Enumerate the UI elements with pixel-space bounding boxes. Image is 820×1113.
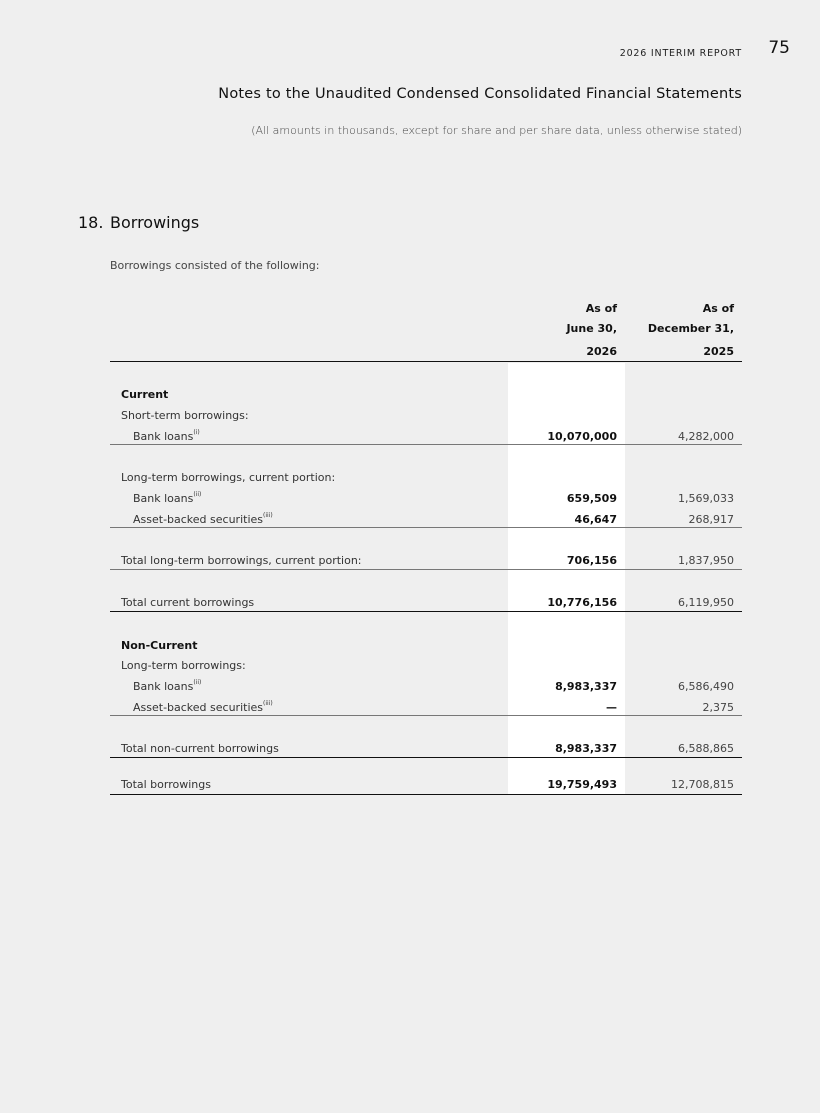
row-label: Total long-term borrowings, current portion: (121, 554, 362, 567)
value-2025: 2,375 (702, 701, 734, 714)
value-2025: 6,119,950 (678, 596, 734, 609)
current-heading: Current (121, 388, 169, 401)
table-row (110, 655, 742, 675)
col1-header-line1: As of (585, 302, 617, 315)
table-row (110, 405, 742, 425)
section-number: 18. (78, 213, 104, 232)
table-row (110, 384, 742, 404)
row-label: Bank loans$^{(ii)}$ (133, 679, 202, 693)
col1-header-line3: 2026 (586, 345, 617, 358)
value-2025: 268,917 (688, 513, 734, 526)
value-2025: 4,282,000 (678, 430, 734, 443)
table-row (110, 426, 742, 446)
row-label: Asset-backed securities$^{(iii)}$ (133, 700, 273, 714)
value-2026: 8,983,337 (555, 680, 617, 693)
value-2025: 1,569,033 (678, 492, 734, 505)
row-label: Total borrowings (121, 778, 211, 791)
value-2025: 1,837,950 (678, 554, 734, 567)
page-number: 75 (768, 38, 790, 58)
value-2025: 6,586,490 (678, 680, 734, 693)
table-row (110, 488, 742, 508)
row-label: Asset-backed securities$^{(iii)}$ (133, 512, 273, 526)
row-label: Total current borrowings (121, 596, 255, 609)
table-row (110, 774, 742, 794)
noncurrent-heading: Non-Current (121, 639, 198, 652)
value-2026: 10,776,156 (547, 596, 617, 609)
table-row (110, 509, 742, 529)
value-2026: 659,509 (566, 492, 617, 505)
table-row (110, 676, 742, 696)
value-2026: 19,759,493 (547, 778, 617, 791)
col2-header-line2: December 31, (647, 322, 734, 335)
value-2026: 706,156 (566, 554, 617, 567)
row-label: Bank loans$^{(ii)}$ (133, 491, 202, 505)
value-2026: 10,070,000 (547, 430, 617, 443)
long-term-current-label: Long-term borrowings, current portion: (121, 471, 336, 484)
table-row (110, 467, 742, 487)
col2-header-line3: 2025 (703, 345, 734, 358)
table-row (110, 592, 742, 612)
table-row (110, 738, 742, 758)
short-term-label: Short-term borrowings: (121, 409, 249, 422)
table-row (110, 550, 742, 570)
section-title: Borrowings (110, 213, 200, 232)
value-2026: — (606, 701, 617, 714)
value-2025: 6,588,865 (678, 742, 734, 755)
page-subtitle: (All amounts in thousands, except for share and per share data, unless otherwise stated) (251, 124, 742, 137)
col1-header-line2: June 30, (566, 322, 617, 335)
row-label: Bank loans$^{(i)}$ (133, 429, 200, 443)
section-intro: Borrowings consisted of the following: (110, 259, 320, 272)
page-title: Notes to the Unaudited Condensed Consolidated Financial Statements (218, 86, 742, 102)
report-name: 2026 INTERIM REPORT (619, 48, 742, 59)
value-2026: 46,647 (574, 513, 617, 526)
table-row (110, 697, 742, 717)
table-row (110, 635, 742, 655)
row-label: Total non-current borrowings (121, 742, 279, 755)
long-term-label: Long-term borrowings: (121, 659, 246, 672)
value-2025: 12,708,815 (671, 778, 734, 791)
value-2026: 8,983,337 (555, 742, 617, 755)
col2-header-line1: As of (702, 302, 734, 315)
